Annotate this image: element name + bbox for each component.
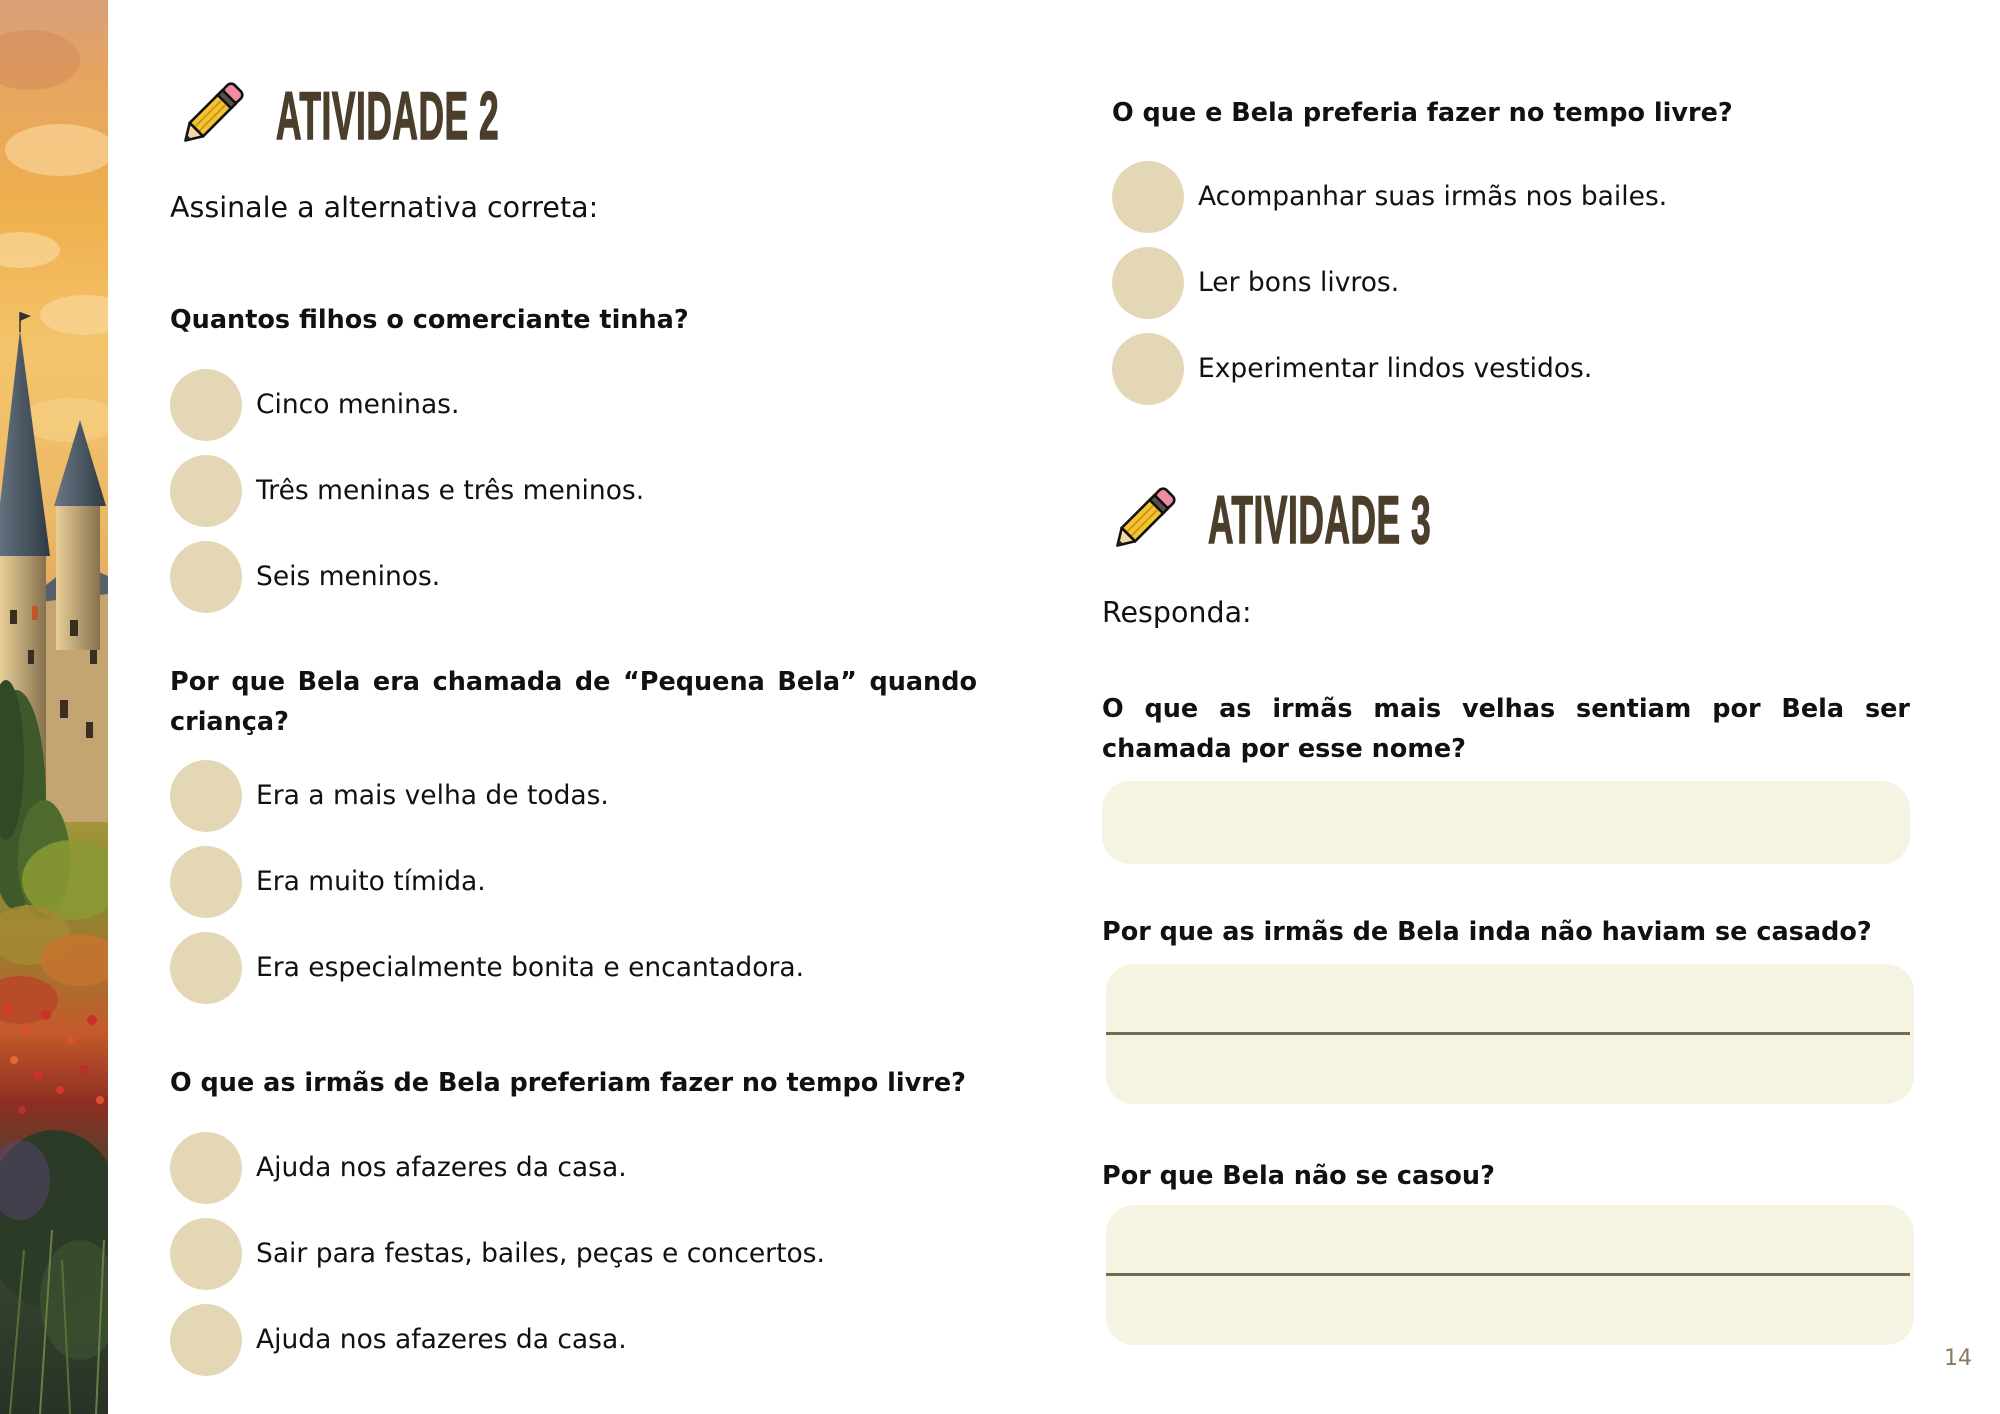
option-radio[interactable]	[170, 1132, 242, 1204]
option-label: Era a mais velha de todas.	[256, 780, 609, 811]
question-3: O que as irmãs de Bela preferiam fazer no tempo livre?	[170, 1068, 966, 1098]
option-label: Ler bons livros.	[1198, 267, 1400, 298]
option-label: Ajuda nos afazeres da casa.	[256, 1152, 627, 1183]
option-radio[interactable]	[1112, 333, 1184, 405]
option-label: Acompanhar suas irmãs nos bailes.	[1198, 181, 1668, 212]
option-radio[interactable]	[1112, 247, 1184, 319]
answer-box-1[interactable]	[1102, 781, 1910, 864]
activity-3-title: ATIVIDADE 3	[1208, 482, 1432, 558]
pencil-icon	[168, 72, 254, 158]
question-3-option-1	[170, 1132, 627, 1204]
answer-box-2[interactable]	[1106, 964, 1914, 1104]
question-3-option-3	[170, 1304, 627, 1376]
option-radio[interactable]	[170, 760, 242, 832]
question-4: O que e Bela preferia fazer no tempo livre?	[1112, 98, 1733, 128]
answer-box-3[interactable]	[1106, 1205, 1914, 1345]
question-4-option-3	[1112, 333, 1592, 405]
option-radio[interactable]	[1112, 161, 1184, 233]
question-2: Por que Bela era chamada de “Pequena Bela” quando criança?	[170, 667, 977, 737]
option-radio[interactable]	[170, 369, 242, 441]
option-label: Experimentar lindos vestidos.	[1198, 353, 1593, 384]
question-1-option-1	[170, 369, 459, 441]
question-1-option-3	[170, 541, 440, 613]
option-label: Três meninas e três meninos.	[256, 475, 645, 506]
activity-3-instruction: Responda:	[1102, 596, 1252, 629]
page-number: 14	[1944, 1346, 1972, 1371]
option-radio[interactable]	[170, 1218, 242, 1290]
question-4-option-1	[1112, 161, 1667, 233]
activity-2-title: ATIVIDADE 2	[276, 78, 500, 154]
question-3-option-2	[170, 1218, 825, 1290]
option-radio[interactable]	[170, 932, 242, 1004]
option-radio[interactable]	[170, 1304, 242, 1376]
question-1-option-2	[170, 455, 644, 527]
writing-line	[1106, 1032, 1910, 1035]
option-label: Ajuda nos afazeres da casa.	[256, 1324, 627, 1355]
question-4-option-2	[1112, 247, 1399, 319]
question-2-option-3	[170, 932, 804, 1004]
option-label: Era especialmente bonita e encantadora.	[256, 952, 804, 983]
option-radio[interactable]	[170, 846, 242, 918]
question-6: Por que as irmãs de Bela inda não haviam se casado?	[1102, 917, 1872, 947]
option-radio[interactable]	[170, 541, 242, 613]
question-5: O que as irmãs mais velhas sentiam por Bela ser chamada por esse nome?	[1102, 694, 1910, 764]
question-7: Por que Bela não se casou?	[1102, 1161, 1495, 1191]
castle-illustration	[0, 0, 108, 1414]
option-label: Era muito tímida.	[256, 866, 486, 897]
question-1: Quantos filhos o comerciante tinha?	[170, 305, 689, 335]
writing-line	[1106, 1273, 1910, 1276]
question-2-option-1	[170, 760, 609, 832]
option-label: Cinco meninas.	[256, 389, 460, 420]
activity-2-instruction: Assinale a alternativa correta:	[170, 191, 599, 224]
pencil-icon	[1100, 477, 1186, 563]
option-label: Sair para festas, bailes, peças e concertos.	[256, 1238, 825, 1269]
option-radio[interactable]	[170, 455, 242, 527]
question-2-option-2	[170, 846, 486, 918]
option-label: Seis meninos.	[256, 561, 441, 592]
